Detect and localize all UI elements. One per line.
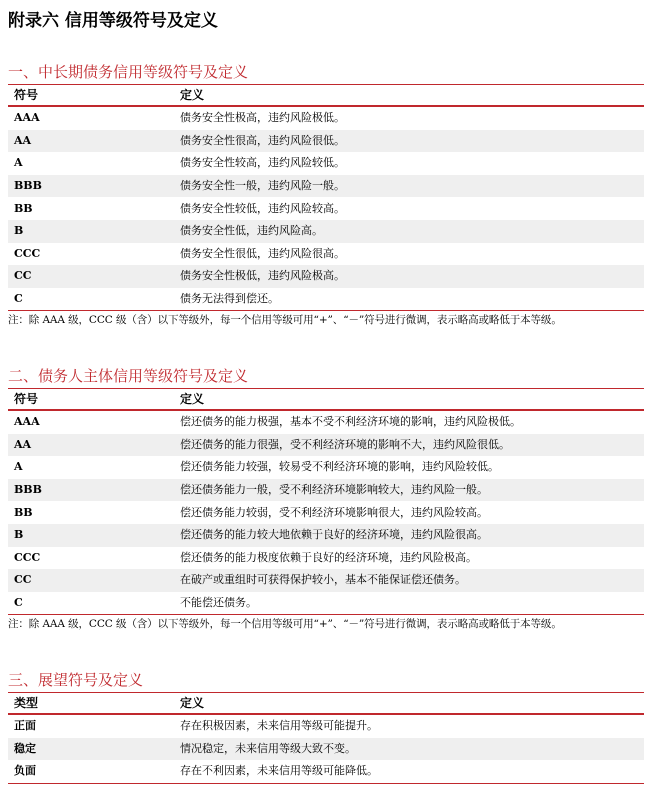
section-issuer-ratings <box>8 366 644 632</box>
table-row <box>8 714 644 738</box>
table-row <box>8 592 644 615</box>
table-row <box>8 524 644 547</box>
rating-definition: 偿还债务的能力很强，受不利经济环境的影响不大，违约风险很低。 <box>174 434 644 457</box>
rating-symbol: BB <box>14 505 33 519</box>
section-outlook <box>8 670 644 784</box>
rating-definition: 债务安全性极高，违约风险极低。 <box>180 111 345 125</box>
table-row <box>8 547 644 570</box>
column-header-definition: 定义 <box>174 389 644 411</box>
table-note: 注：除 AAA 级，CCC 级（含）以下等级外，每一个信用等级可用“+”、“－”符号进行微调，表示略高或略低于本等级。 <box>8 618 562 631</box>
outlook-type: 稳定 <box>8 738 174 761</box>
table-row <box>8 288 644 311</box>
table-row <box>8 569 644 592</box>
table-row <box>8 175 644 198</box>
outlook-definition: 存在不利因素，未来信用等级可能降低。 <box>174 760 644 783</box>
rating-symbol: CC <box>8 569 174 592</box>
rating-symbol: BBB <box>8 175 174 198</box>
column-header-symbol: 符号 <box>8 389 174 411</box>
rating-definition: 偿还债务的能力极强，基本不受不利经济环境的影响，违约风险极低。 <box>180 415 521 429</box>
section-heading: 一、中长期债务信用等级符号及定义 <box>8 63 249 81</box>
rating-definition: 债务安全性很低，违约风险很高。 <box>180 246 345 260</box>
table-row <box>8 197 644 220</box>
rating-table <box>8 388 644 615</box>
rating-definition: 债务无法得到偿还。 <box>174 288 644 311</box>
section-heading: 二、债务人主体信用等级符号及定义 <box>8 367 249 385</box>
rating-symbol: CC <box>8 265 174 288</box>
rating-symbol: BB <box>14 201 33 215</box>
rating-definition: 不能偿还债务。 <box>174 592 644 615</box>
rating-definition: 偿还债务的能力极度依赖于良好的经济环境，违约风险极高。 <box>180 550 477 564</box>
rating-symbol: A <box>14 460 23 474</box>
rating-definition: 债务安全性低，违约风险高。 <box>174 220 644 243</box>
outlook-definition: 存在积极因素，未来信用等级可能提升。 <box>180 719 378 733</box>
table-row <box>8 760 644 783</box>
table-note: 注：除 AAA 级，CCC 级（含）以下等级外，每一个信用等级可用“+”、“－”符号进行微调，表示略高或略低于本等级。 <box>8 314 562 327</box>
table-row <box>8 738 644 761</box>
table-row <box>8 106 644 130</box>
table-row <box>8 220 644 243</box>
rating-definition: 债务安全性很高，违约风险很低。 <box>174 130 644 153</box>
table-row <box>8 410 644 434</box>
table-row <box>8 243 644 266</box>
column-header-symbol: 符号 <box>8 85 174 107</box>
table-row <box>8 434 644 457</box>
outlook-type: 负面 <box>8 760 174 783</box>
rating-symbol: AAA <box>14 111 40 125</box>
rating-table <box>8 84 644 311</box>
column-header-definition: 定义 <box>174 693 644 715</box>
rating-definition: 偿还债务能力一般，受不利经济环境影响较大，违约风险一般。 <box>174 479 644 502</box>
table-row <box>8 456 644 479</box>
outlook-definition: 情况稳定，未来信用等级大致不变。 <box>174 738 644 761</box>
table-header-row <box>8 693 644 715</box>
table-header-row <box>8 389 644 411</box>
rating-symbol: C <box>8 288 174 311</box>
rating-definition: 债务安全性一般，违约风险一般。 <box>174 175 644 198</box>
rating-definition: 债务安全性较低，违约风险较高。 <box>180 201 345 215</box>
rating-symbol: B <box>8 524 174 547</box>
rating-definition: 债务安全性极低，违约风险极高。 <box>174 265 644 288</box>
rating-symbol: A <box>14 156 23 170</box>
rating-symbol: AA <box>8 434 174 457</box>
table-row <box>8 152 644 175</box>
table-header-row <box>8 85 644 107</box>
rating-symbol: B <box>8 220 174 243</box>
rating-symbol: BBB <box>8 479 174 502</box>
rating-definition: 偿还债务能力较强，较易受不利经济环境的影响，违约风险较低。 <box>180 460 499 474</box>
rating-symbol: CCC <box>14 550 41 564</box>
rating-definition: 在破产或重组时可获得保护较小，基本不能保证偿还债务。 <box>174 569 644 592</box>
column-header-definition: 定义 <box>174 85 644 107</box>
table-row <box>8 130 644 153</box>
rating-symbol: C <box>8 592 174 615</box>
rating-symbol: AA <box>8 130 174 153</box>
rating-symbol: AAA <box>14 415 40 429</box>
table-row <box>8 479 644 502</box>
table-row <box>8 501 644 524</box>
outlook-type: 正面 <box>14 719 36 733</box>
rating-definition: 偿还债务能力较弱，受不利经济环境影响很大，违约风险较高。 <box>180 505 488 519</box>
rating-symbol: CCC <box>14 246 41 260</box>
section-debt-ratings <box>8 62 644 328</box>
column-header-type: 类型 <box>8 693 174 715</box>
section-heading: 三、展望符号及定义 <box>8 671 144 689</box>
page-title: 附录六 信用等级符号及定义 <box>8 11 218 31</box>
rating-definition: 偿还债务的能力较大地依赖于良好的经济环境，违约风险很高。 <box>174 524 644 547</box>
table-row <box>8 265 644 288</box>
rating-table <box>8 692 644 784</box>
rating-definition: 债务安全性较高，违约风险较低。 <box>180 156 345 170</box>
